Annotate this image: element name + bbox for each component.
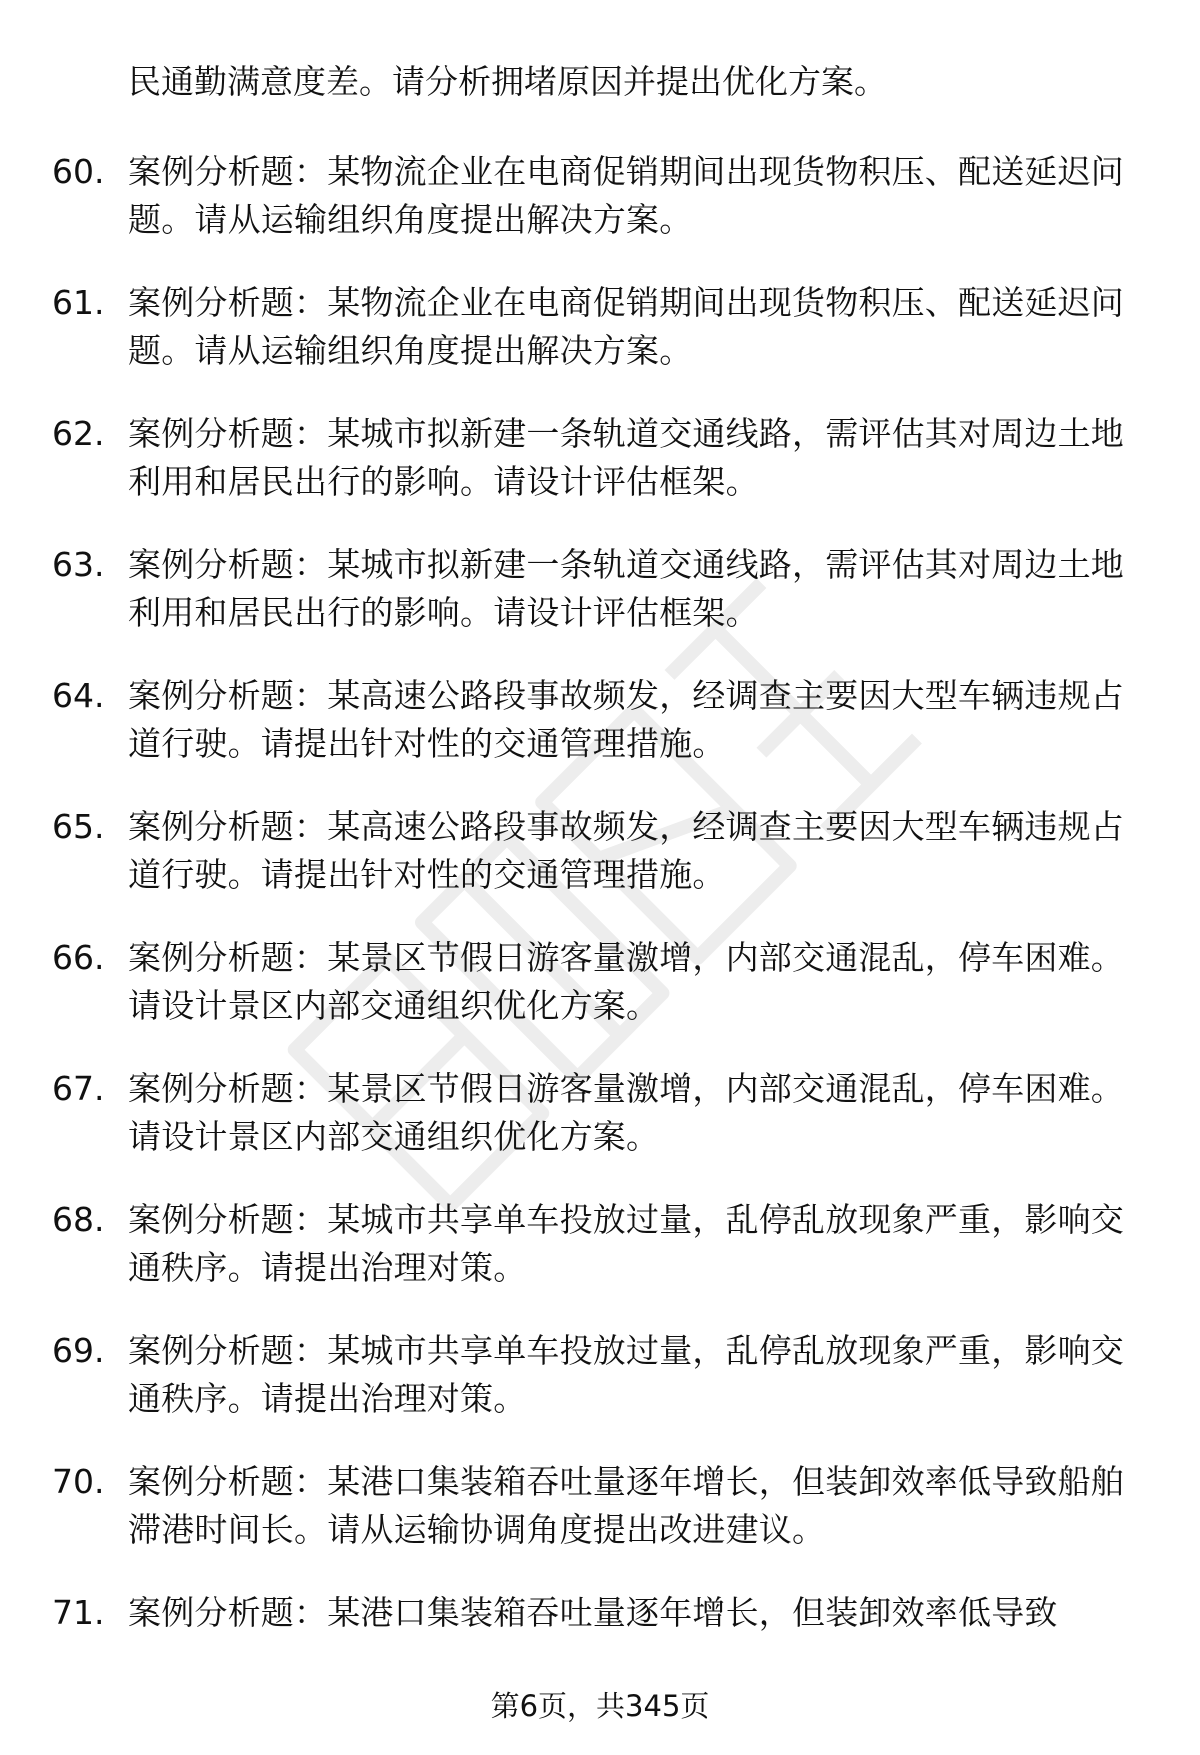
question-number: 64. [52,676,105,715]
question-text: 案例分析题：某物流企业在电商促销期间出现货物积压、配送延迟问题。请从运输组织角度提出解决方案。 [128,152,1124,239]
question-text: 案例分析题：某城市共享单车投放过量，乱停乱放现象严重，影响交通秩序。请提出治理对策。 [128,1331,1124,1418]
question-number: 67. [52,1069,105,1108]
question-number: 69. [52,1331,105,1370]
question-text: 案例分析题：某景区节假日游客量激增，内部交通混乱，停车困难。请设计景区内部交通组织优化方案。 [128,938,1124,1025]
question-item [0,148,1200,244]
question-text: 案例分析题：某物流企业在电商促销期间出现货物积压、配送延迟问题。请从运输组织角度提出解决方案。 [128,283,1124,370]
question-item [0,410,1200,506]
question-item [0,1327,1200,1423]
page-footer: 第6页，共345页 [490,1689,710,1723]
question-item [0,1589,1200,1685]
question-list [0,148,1200,1720]
question-number: 60. [52,152,105,191]
question-item [0,934,1200,1030]
question-text: 案例分析题：某城市共享单车投放过量，乱停乱放现象严重，影响交通秩序。请提出治理对策。 [128,1200,1124,1287]
question-item [0,1196,1200,1292]
question-number: 62. [52,414,105,453]
question-number: 61. [52,283,105,322]
question-number: 70. [52,1462,105,1501]
question-item [0,672,1200,768]
question-number: 68. [52,1200,105,1239]
question-item [0,279,1200,375]
question-text: 案例分析题：某高速公路段事故频发，经调查主要因大型车辆违规占道行驶。请提出针对性的交通管理措施。 [128,676,1124,763]
question-number: 65. [52,807,105,846]
question-item [0,541,1200,637]
question-number: 71. [52,1593,105,1632]
question-text: 案例分析题：某高速公路段事故频发，经调查主要因大型车辆违规占道行驶。请提出针对性的交通管理措施。 [128,807,1124,894]
question-text: 案例分析题：某港口集装箱吞吐量逐年增长，但装卸效率低导致 [128,1593,1058,1632]
question-text: 案例分析题：某城市拟新建一条轨道交通线路，需评估其对周边土地利用和居民出行的影响。请设计评估框架。 [128,414,1124,501]
question-text: 案例分析题：某港口集装箱吞吐量逐年增长，但装卸效率低导致船舶滞港时间长。请从运输协调角度提出改进建议。 [128,1462,1124,1549]
question-item [0,803,1200,899]
question-number: 63. [52,545,105,584]
question-item [0,1458,1200,1554]
question-text: 案例分析题：某城市拟新建一条轨道交通线路，需评估其对周边土地利用和居民出行的影响。请设计评估框架。 [128,545,1124,632]
question-number: 66. [52,938,105,977]
question-item [0,1065,1200,1161]
question-text: 案例分析题：某景区节假日游客量激增，内部交通混乱，停车困难。请设计景区内部交通组织优化方案。 [128,1069,1124,1156]
continuation-text: 民通勤满意度差。请分析拥堵原因并提出优化方案。 [128,62,887,101]
